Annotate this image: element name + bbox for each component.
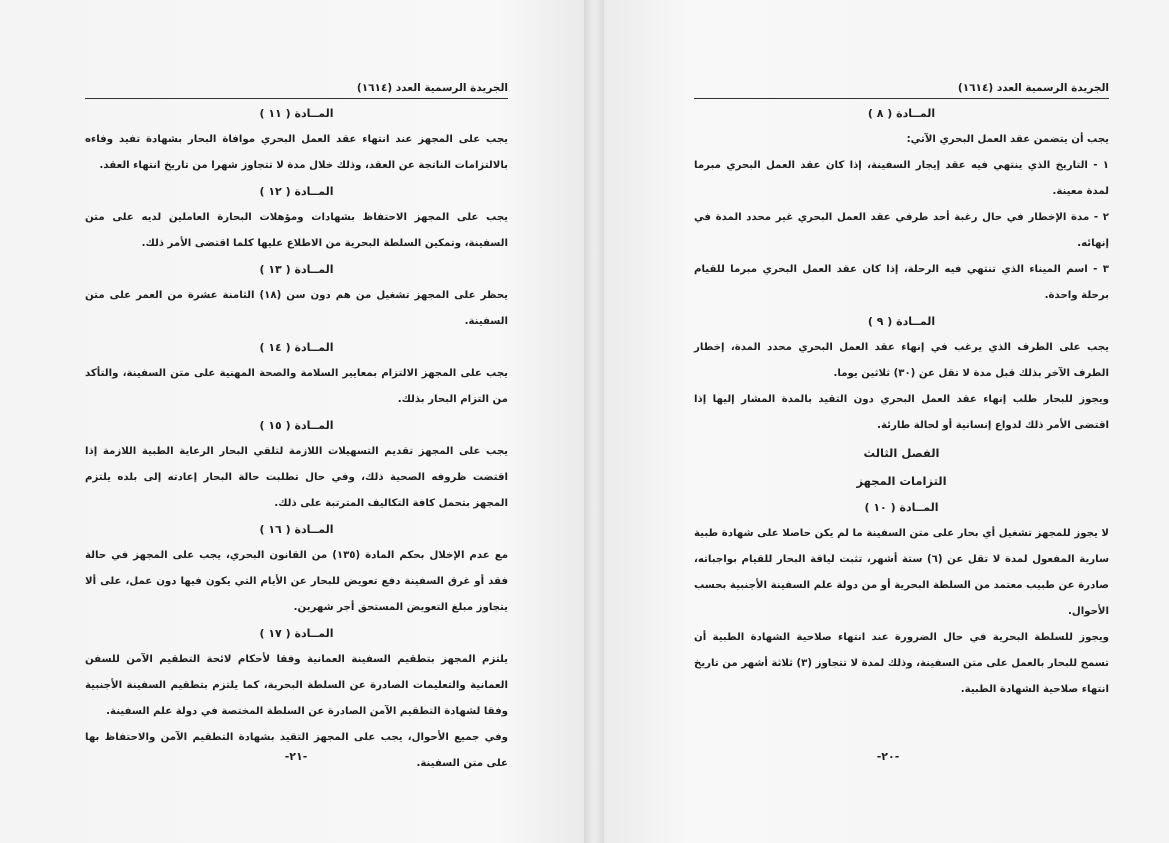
- list-item: [694, 153, 1109, 205]
- article-heading: المــادة ( ١٣ ): [259, 263, 334, 276]
- book-gutter: [584, 0, 604, 843]
- article-paragraph: لا يجوز للمجهز تشغيل أي بحار على متن السفينة ما لم يكن حاصلا على شهادة طبية سارية المفعول لمدة لا تقل عن (٦) ستة أشهر، تثبت لياقة البحار للقيام بواجباته، صادرة عن طبيب معتمد من السلطة البحرية أو من دولة علم السفينة الأجنبية بحسب الأحوال.: [694, 528, 1110, 617]
- list-item: [694, 257, 1109, 309]
- article-heading: المــادة ( ٨ ): [867, 107, 936, 120]
- article-heading: المــادة ( ١١ ): [259, 107, 334, 120]
- list-item-number: ٣ -: [1093, 264, 1109, 275]
- list-item: [694, 205, 1109, 257]
- list-item-number: ٢ -: [1093, 212, 1110, 223]
- article-heading: المــادة ( ١٧ ): [259, 627, 334, 640]
- article-heading: المــادة ( ٩ ): [867, 315, 936, 328]
- article-paragraph: يجب على المجهز تقديم التسهيلات اللازمة لتلقي البحار الرعاية الطبية اللازمة إذا اقتضت ظروفه الصحية ذلك، وفي حال تطلبت حالة البحار إعادته إلى بلده يلتزم المجهز بتحمل كافة التكاليف المترتبة على ذلك.: [85, 446, 508, 509]
- article-paragraph: يلتزم المجهز بتطقيم السفينة العمانية وفقا لأحكام لائحة التطقيم الآمن للسفن العمانية والتعليمات الصادرة عن السلطة البحرية، كما يلتزم بتطقيم السفينة الأجنبية وفقا لشهادة التطقيم الآمن الصادرة عن السلطة المختصة في دولة علم السفينة.: [85, 654, 508, 717]
- page-right: [604, 0, 1169, 843]
- article-paragraph: يجب أن يتضمن عقد العمل البحري الآتي:: [906, 134, 1109, 145]
- article-heading: المــادة ( ١٠ ): [864, 501, 939, 514]
- article-paragraph: يجب على الطرف الذي يرغب في إنهاء عقد العمل البحري محدد المدة، إخطار الطرف الآخر بذلك قبل مدة لا تقل عن (٣٠) ثلاثين يوما.: [694, 342, 1109, 379]
- article-paragraph: ويجوز للبحار طلب إنهاء عقد العمل البحري دون التقيد بالمدة المشار إليها إذا اقتضى الأمر ذلك لدواع إنسانية أو لحالة طارئة.: [694, 394, 1109, 431]
- page-number: -٢٠-: [876, 750, 900, 763]
- chapter-subtitle: التزامات المجهز: [856, 474, 947, 488]
- page-header: الجريدة الرسمية العدد (١٦١٤): [694, 80, 1109, 99]
- chapter-title: الفصل الثالث: [863, 446, 940, 460]
- article-heading: المــادة ( ١٦ ): [259, 523, 334, 536]
- page-number: -٢١-: [284, 750, 308, 763]
- page-content: [85, 101, 508, 777]
- article-paragraph: يجب على المجهز عند انتهاء عقد العمل البحري موافاة البحار بشهادة تفيد وفاءه بالالتزامات الناتجة عن العقد، وذلك خلال مدة لا تتجاوز شهرا من تاريخ انتهاء العقد.: [85, 134, 508, 171]
- article-paragraph: ويجوز للسلطة البحرية في حال الضرورة عند انتهاء صلاحية الشهادة الطبية أن تسمح للبحار بالعمل على متن السفينة، وذلك لمدة لا تتجاوز (٣) ثلاثة أشهر من تاريخ انتهاء صلاحية الشهادة الطبية.: [694, 632, 1109, 695]
- article-paragraph: مع عدم الإخلال بحكم المادة (١٣٥) من القانون البحري، يجب على المجهز في حالة فقد أو غرق السفينة دفع تعويض للبحار عن الأيام التي يكون فيها دون عمل، على ألا يتجاوز مبلغ التعويض المستحق أجر شهرين.: [85, 550, 508, 613]
- list-item-text: اسم الميناء الذي تنتهي فيه الرحلة، إذا كان عقد العمل البحري مبرما للقيام برحلة واحدة.: [694, 264, 1109, 301]
- article-heading: المــادة ( ١٢ ): [259, 185, 334, 198]
- list-item-number: ١ -: [1093, 160, 1109, 171]
- article-paragraph: يجب على المجهز الالتزام بمعايير السلامة والصحة المهنية على متن السفينة، والتأكد من التزام البحار بذلك.: [85, 368, 508, 405]
- page-left: [0, 0, 584, 843]
- list-item-text: التاريخ الذي ينتهي فيه عقد إيجار السفينة، إذا كان عقد العمل البحري مبرما لمدة معينة.: [694, 160, 1109, 197]
- page-header: الجريدة الرسمية العدد (١٦١٤): [85, 80, 508, 99]
- article-paragraph: وفي جميع الأحوال، يجب على المجهز التقيد بشهادة التطقيم الآمن والاحتفاظ بها على متن السفينة.: [85, 732, 508, 769]
- article-paragraph: يجب على المجهز الاحتفاظ بشهادات ومؤهلات البحارة العاملين لديه على متن السفينة، وتمكين السلطة البحرية من الاطلاع عليها كلما اقتضى الأمر ذلك.: [85, 212, 508, 249]
- article-heading: المــادة ( ١٤ ): [259, 341, 334, 354]
- page-content: [694, 101, 1109, 703]
- list-item-text: مدة الإخطار في حال رغبة أحد طرفي عقد العمل البحري غير محدد المدة في إنهائه.: [694, 212, 1109, 249]
- article-heading: المــادة ( ١٥ ): [259, 419, 334, 432]
- article-paragraph: يحظر على المجهز تشغيل من هم دون سن (١٨) الثامنة عشرة من العمر على متن السفينة.: [85, 290, 508, 327]
